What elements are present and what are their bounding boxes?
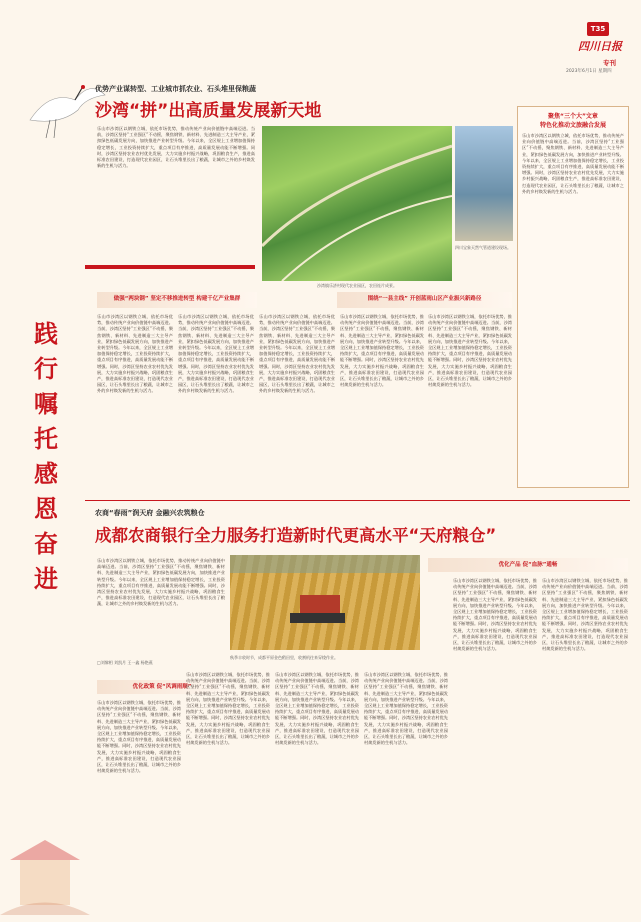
article1-title: 沙湾“拼”出高质量发展新天地 [95,101,322,121]
article1-sub1: 做强“两块钢” 坚定不移推进转型 构建千亿产业集群 [113,296,241,302]
article1-col2: 乐山市沙湾区以钢铁立城，依托市场优势，推动传统产业向价值链中高端迈进。当前，沙湾区坚持“工业强区”不动摇，聚焦钢铁、新材料、先进制造三大主导产业，紧扣绿色低碳发展方向，加快推进产业转型升级。今年以来，全区规上工业增加值保持稳定增长，工业投资持续扩大，重点项目有序推进，高质量发展动能不断增强。同时，沙湾区坚持农业农村优先发展，大力实施乡村振兴战略，巩固粮食生产，推进高标准农田建设，打造现代农业园区，让石头堆里长出了粮蔬，让城市之外的乡村焕发新的生机与活力。 [178,314,254,394]
pavilion-decoration [0,820,90,920]
article1-col1: 乐山市沙湾区以钢铁立城，依托市场优势，推动传统产业向价值链中高端迈进。当前，沙湾区坚持“工业强区”不动摇，聚焦钢铁、新材料、先进制造三大主导产业，紧扣绿色低碳发展方向，加快推进产业转型升级。今年以来，全区规上工业增加值保持稳定增长，工业投资持续扩大，重点项目有序推进，高质量发展动能不断增强。同时，沙湾区坚持农业农村优先发展，大力实施乡村振兴战略，巩固粮食生产，推进高标准农田建设，打造现代农业园区，让石头堆里长出了粮蔬，让城市之外的乡村焕发新的生机与活力。 [97,314,173,394]
harvest-photo-caption: 秋季丰收时节，成都平原金色稻田里，收割机往来穿梭作业。 [230,655,338,660]
article2-col5: 乐山市沙湾区以钢铁立城，依托市场优势，推动传统产业向价值链中高端迈进。当前，沙湾区坚持“工业强区”不动摇，聚焦钢铁、新材料、先进制造三大主导产业，紧扣绿色低碳发展方向，加快推进产业转型升级。今年以来，全区规上工业增加值保持稳定增长，工业投资持续扩大，重点项目有序推进，高质量发展动能不断增强。同时，沙湾区坚持农业农村优先发展，大力实施乡村振兴战略，巩固粮食生产，推进高标准农田建设，打造现代农业园区，让石头堆里长出了粮蔬，让城市之外的乡村焕发新的生机与活力。 [453,578,537,652]
pipeline-photo [455,126,513,241]
article2-bylines: □刘黎相 刘凯月 王一鑫 杨艳燕 [97,660,153,665]
slogan-vertical: 践行嘱托感恩奋进 [34,319,58,593]
farmland-photo [262,126,452,281]
article2-col4: 乐山市沙湾区以钢铁立城，依托市场优势，推动传统产业向价值链中高端迈进。当前，沙湾区坚持“工业强区”不动摇，聚焦钢铁、新材料、先进制造三大主导产业，紧扣绿色低碳发展方向，加快推进产业转型升级。今年以来，全区规上工业增加值保持稳定增长，工业投资持续扩大，重点项目有序推进，高质量发展动能不断增强。同时，沙湾区坚持农业农村优先发展，大力实施乡村振兴战略，巩固粮食生产，推进高标准农田建设，打造现代农业园区，让石头堆里长出了粮蔬，让城市之外的乡村焕发新的生机与活力。 [364,672,448,746]
article1-intro: 乐山市沙湾区以钢铁立城，依托市场优势，推动传统产业向价值链中高端迈进。当前，沙湾区坚持“工业强区”不动摇，聚焦钢铁、新材料、先进制造三大主导产业，紧扣绿色低碳发展方向，加快推进产业转型升级。今年以来，全区规上工业增加值保持稳定增长，工业投资持续扩大，重点项目有序推进，高质量发展动能不断增强。同时，沙湾区坚持农业农村优先发展，大力实施乡村振兴战略，巩固粮食生产，推进高标准农田建设，打造现代农业园区，让石头堆里长出了粮蔬，让城市之外的乡村焕发新的生机与活力。 [97,126,255,169]
issue-date: 2023年6月1日 星期四 [566,69,612,74]
article2-title: 成都农商银行全力服务打造新时代更高水平“天府粮仓” [95,526,497,545]
article2-sub1: 优化产品 促“血脉”通畅 [498,562,558,568]
article1-sub2: 围绕“一县主线” 开创蓝雨山区产业振兴新路径 [367,296,482,302]
article2-intro: 乐山市沙湾区以钢铁立城，依托市场优势，推动传统产业向价值链中高端迈进。当前，沙湾区坚持“工业强区”不动摇，聚焦钢铁、新材料、先进制造三大主导产业，紧扣绿色低碳发展方向，加快推进产业转型升级。今年以来，全区规上工业增加值保持稳定增长，工业投资持续扩大，重点项目有序推进，高质量发展动能不断增强。同时，沙湾区坚持农业农村优先发展，大力实施乡村振兴战略，巩固粮食生产，推进高标准农田建设，打造现代农业园区，让石头堆里长出了粮蔬，让城市之外的乡村焕发新的生机与活力。 [97,558,225,607]
article2-sub2: 优化政策 促“风调雨顺” [132,684,192,690]
article1-col4: 乐山市沙湾区以钢铁立城，依托市场优势，推动传统产业向价值链中高端迈进。当前，沙湾区坚持“工业强区”不动摇，聚焦钢铁、新材料、先进制造三大主导产业，紧扣绿色低碳发展方向，加快推进产业转型升级。今年以来，全区规上工业增加值保持稳定增长，工业投资持续扩大，重点项目有序推进，高质量发展动能不断增强。同时，沙湾区坚持农业农村优先发展，大力实施乡村振兴战略，巩固粮食生产，推进高标准农田建设，打造现代农业园区，让石头堆里长出了粮蔬，让城市之外的乡村焕发新的生机与活力。 [340,314,424,388]
article1-col5: 乐山市沙湾区以钢铁立城，依托市场优势，推动传统产业向价值链中高端迈进。当前，沙湾区坚持“工业强区”不动摇，聚焦钢铁、新材料、先进制造三大主导产业，紧扣绿色低碳发展方向，加快推进产业转型升级。今年以来，全区规上工业增加值保持稳定增长，工业投资持续扩大，重点项目有序推进，高质量发展动能不断增强。同时，沙湾区坚持农业农村优先发展，大力实施乡村振兴战略，巩固粮食生产，推进高标准农田建设，打造现代农业园区，让石头堆里长出了粮蔬，让城市之外的乡村焕发新的生机与活力。 [428,314,512,388]
article2-col3: 乐山市沙湾区以钢铁立城，依托市场优势，推动传统产业向价值链中高端迈进。当前，沙湾区坚持“工业强区”不动摇，聚焦钢铁、新材料、先进制造三大主导产业，紧扣绿色低碳发展方向，加快推进产业转型升级。今年以来，全区规上工业增加值保持稳定增长，工业投资持续扩大，重点项目有序推进，高质量发展动能不断增强。同时，沙湾区坚持农业农村优先发展，大力实施乡村振兴战略，巩固粮食生产，推进高标准农田建设，打造现代农业园区，让石头堆里长出了粮蔬，让城市之外的乡村焕发新的生机与活力。 [275,672,359,746]
sidebar-title1: 聚焦“三个大”文章 [548,113,598,120]
pipeline-photo-caption: 四川宝象天然气管道建设现场。 [455,245,511,250]
sidebar-title2: 特色化推动文旅融合发展 [539,122,606,129]
article2-col2: 乐山市沙湾区以钢铁立城，依托市场优势，推动传统产业向价值链中高端迈进。当前，沙湾区坚持“工业强区”不动摇，聚焦钢铁、新材料、先进制造三大主导产业，紧扣绿色低碳发展方向，加快推进产业转型升级。今年以来，全区规上工业增加值保持稳定增长，工业投资持续扩大，重点项目有序推进，高质量发展动能不断增强。同时，沙湾区坚持农业农村优先发展，大力实施乡村振兴战略，巩固粮食生产，推进高标准农田建设，打造现代农业园区，让石头堆里长出了粮蔬，让城市之外的乡村焕发新的生机与活力。 [186,672,270,746]
article2-col6: 乐山市沙湾区以钢铁立城，依托市场优势，推动传统产业向价值链中高端迈进。当前，沙湾区坚持“工业强区”不动摇，聚焦钢铁、新材料、先进制造三大主导产业，紧扣绿色低碳发展方向，加快推进产业转型升级。今年以来，全区规上工业增加值保持稳定增长，工业投资持续扩大，重点项目有序推进，高质量发展动能不断增强。同时，沙湾区坚持农业农村优先发展，大力实施乡村振兴战略，巩固粮食生产，推进高标准农田建设，打造现代农业园区，让石头堆里长出了粮蔬，让城市之外的乡村焕发新的生机与活力。 [542,578,628,652]
section-divider [85,500,630,501]
article1-kicker: 优势产业谋转型、工业城市抓农业、石头堆里保粮蔬 [95,85,256,93]
harvest-photo [230,555,420,650]
column-name: 专刊 [603,59,616,67]
article2-col1: 乐山市沙湾区以钢铁立城，依托市场优势，推动传统产业向价值链中高端迈进。当前，沙湾区坚持“工业强区”不动摇，聚焦钢铁、新材料、先进制造三大主导产业，紧扣绿色低碳发展方向，加快推进产业转型升级。今年以来，全区规上工业增加值保持稳定增长，工业投资持续扩大，重点项目有序推进，高质量发展动能不断增强。同时，沙湾区坚持农业农村优先发展，大力实施乡村振兴战略，巩固粮食生产，推进高标准农田建设，打造现代农业园区，让石头堆里长出了粮蔬，让城市之外的乡村焕发新的生机与活力。 [97,700,181,774]
page-number-badge: T35 [587,22,609,36]
article2-kicker: 农商“春雨”润天府 金融兴农筑粮仓 [95,509,205,517]
sidebar-box [517,106,629,488]
farmland-photo-caption: 沙湾镇乐济村现代农业园区，农田连片成景。 [317,283,397,288]
article1-col3: 乐山市沙湾区以钢铁立城，依托市场优势，推动传统产业向价值链中高端迈进。当前，沙湾区坚持“工业强区”不动摇，聚焦钢铁、新材料、先进制造三大主导产业，紧扣绿色低碳发展方向，加快推进产业转型升级。今年以来，全区规上工业增加值保持稳定增长，工业投资持续扩大，重点项目有序推进，高质量发展动能不断增强。同时，沙湾区坚持农业农村优先发展，大力实施乡村振兴战略，巩固粮食生产，推进高标准农田建设，打造现代农业园区，让石头堆里长出了粮蔬，让城市之外的乡村焕发新的生机与活力。 [259,314,335,394]
newspaper-masthead: 四川日报 [578,40,622,53]
title-ribbon [85,265,255,269]
sidebar-body: 乐山市沙湾区以钢铁立城，依托市场优势，推动传统产业向价值链中高端迈进。当前，沙湾区坚持“工业强区”不动摇，聚焦钢铁、新材料、先进制造三大主导产业，紧扣绿色低碳发展方向，加快推进产业转型升级。今年以来，全区规上工业增加值保持稳定增长，工业投资持续扩大，重点项目有序推进，高质量发展动能不断增强。同时，沙湾区坚持农业农村优先发展，大力实施乡村振兴战略，巩固粮食生产，推进高标准农田建设，打造现代农业园区，让石头堆里长出了粮蔬，让城市之外的乡村焕发新的生机与活力。 [522,133,624,194]
